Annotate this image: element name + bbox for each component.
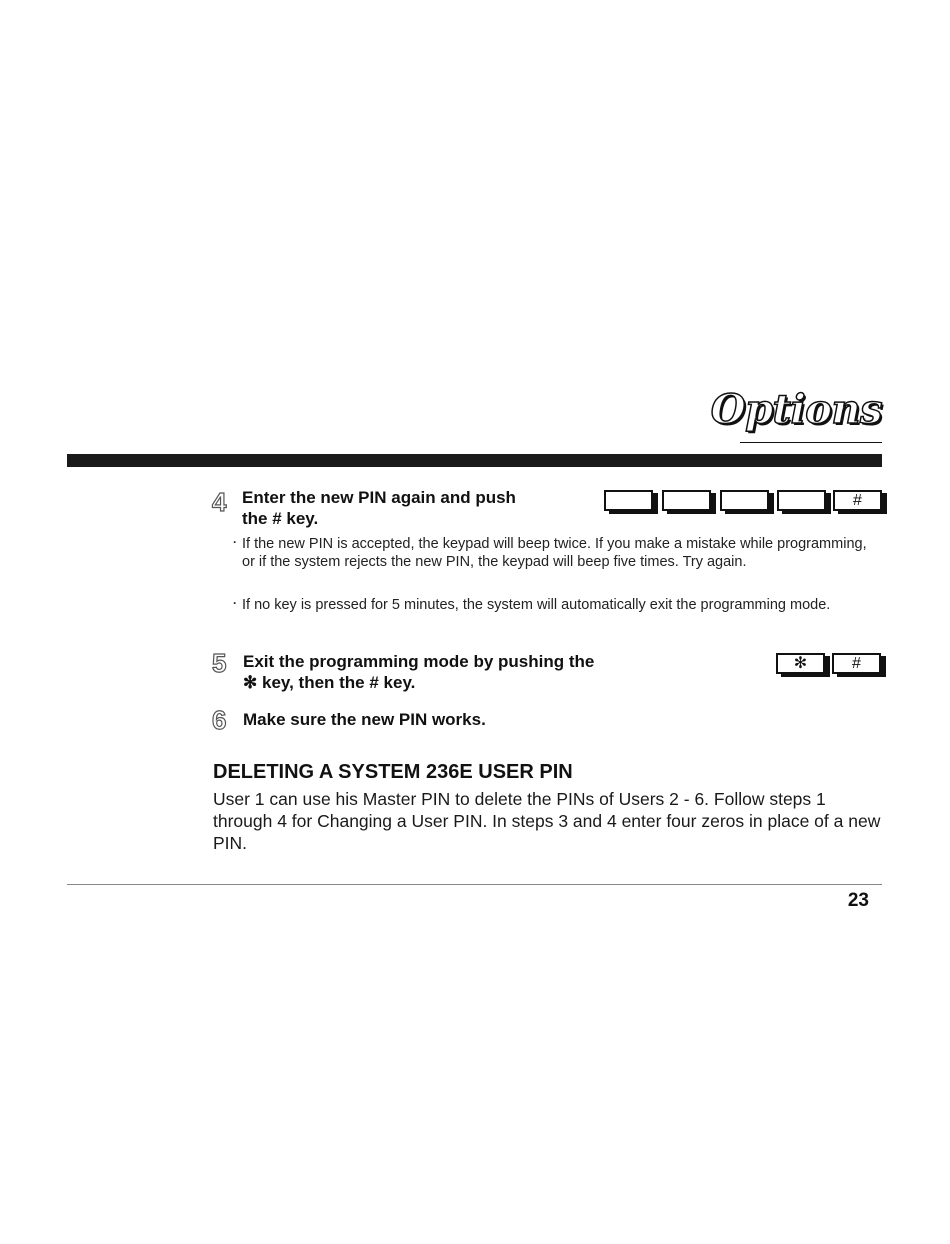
bullet-icon: · (233, 535, 237, 549)
step-5-line-2 (243, 672, 683, 693)
keypad-key-blank-4 (777, 490, 826, 511)
note-text: If the new PIN is accepted, the keypad will beep twice. If you make a mistake while programming, or if the system rejects the new PIN, the keypad will beep five times. Try again. (242, 536, 867, 570)
bullet-icon: · (233, 596, 237, 610)
step-4-note-2 (233, 596, 882, 614)
step-5-line-1: Exit the programming mode by pushing the (243, 652, 595, 671)
step-4-text (242, 487, 582, 529)
keypad-key-blank-2 (662, 490, 711, 511)
step-4-number: 4 (212, 487, 227, 517)
step-5-text (243, 651, 683, 693)
keypad-key-blank-3 (720, 490, 769, 511)
footer-rule (67, 884, 882, 885)
keypad-key-blank-1 (604, 490, 653, 511)
header-bar (67, 454, 882, 467)
star-key-icon: ✻ (243, 673, 258, 692)
keypad-key-star: ✻ (776, 653, 825, 674)
step-5-line-2-text: key, then the # key. (261, 673, 416, 692)
section-title: Options (710, 386, 882, 433)
keypad-key-pound: # (833, 490, 882, 511)
title-underline (740, 442, 882, 443)
section-body: User 1 can use his Master PIN to delete the PINs of Users 2 - 6. Follow steps 1 through 4 for Changing a User PIN. In steps 3 and 4 enter four zeros in place of a new PIN. (213, 789, 881, 853)
note-text: If no key is pressed for 5 minutes, the system will automatically exit the programming mode. (242, 597, 831, 613)
step-4-line-1: Enter the new PIN again and push (242, 488, 516, 507)
step-4-line-2: the # key. (242, 509, 319, 528)
step-6-text: Make sure the new PIN works. (243, 710, 486, 729)
keypad-key-pound: # (832, 653, 881, 674)
section-heading: DELETING A SYSTEM 236E USER PIN (213, 761, 573, 783)
page-number: 23 (847, 890, 869, 911)
step-4-note-1 (233, 535, 882, 571)
step-6-number: 6 (212, 705, 227, 735)
step-5-number: 5 (212, 648, 227, 678)
